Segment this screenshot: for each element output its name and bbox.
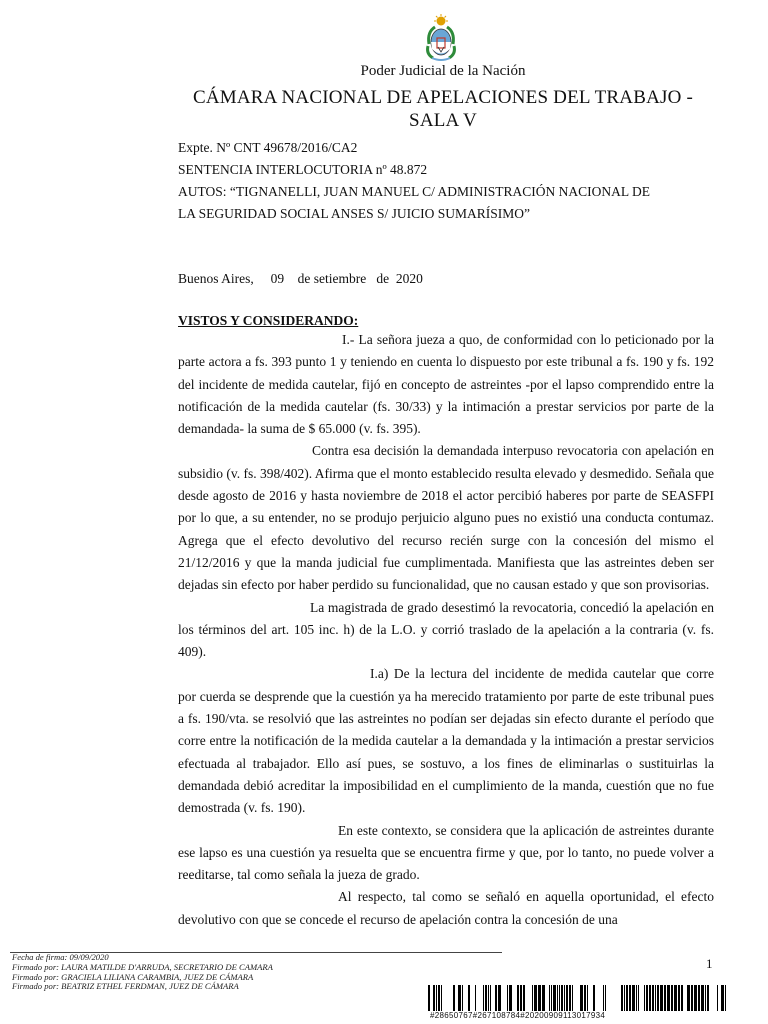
barcode-bar: [580, 985, 583, 1011]
paragraph-4: I.a) De la lectura del incidente de medida cautelar que corre por cuerda se desprende que la cuestión ya ha merecido tratamiento por parte de este tribunal pues a fs. 190/vta. se resolvió que las astreintes no podían ser dejadas sin efecto durante el período que corre entre la notificación de la medida cautelar a la demandada y la intimación a prestar servicios efectuada al trabajador. Ello así pues, se sostuvo, a los fines de eliminarlas o sustituirlas la demandada debió acreditar la imposibilidad en el cumplimiento de la manda, cuestión que no fue demostrada (v. fs. 190).: [178, 666, 714, 816]
barcode-bar: [621, 985, 623, 1011]
barcode-bar: [542, 985, 545, 1011]
barcode-bar: [694, 985, 697, 1011]
court-name: [0, 86, 768, 132]
barcode-bar: [462, 985, 463, 1011]
barcode-bar: [483, 985, 484, 1011]
signature-block: [12, 953, 273, 992]
barcode-bar: [509, 985, 512, 1011]
barcode-bar: [498, 985, 501, 1011]
barcode-bar: [433, 985, 435, 1011]
case-meta: [178, 137, 718, 225]
barcode-bar: [559, 985, 560, 1011]
barcode-bar: [538, 985, 541, 1011]
barcode-bar: [532, 985, 533, 1011]
barcode-bar: [603, 985, 604, 1011]
barcode-icon: [428, 985, 728, 1011]
barcode-bar: [664, 985, 666, 1011]
barcode-bar: [520, 985, 522, 1011]
barcode-bar: [605, 985, 606, 1011]
court-name-line2: SALA V: [409, 110, 477, 131]
barcode-bar: [488, 985, 489, 1011]
barcode-bar: [584, 985, 586, 1011]
document-body: [178, 329, 714, 931]
barcode-bar: [495, 985, 497, 1011]
barcode-bar: [674, 985, 677, 1011]
barcode-bar: [572, 985, 573, 1011]
signature-3: Firmado por: BEATRIZ ETHEL FERDMAN, JUEZ DE CÁMARA: [12, 981, 239, 992]
autos-line1: AUTOS: “TIGNANELLI, JUAN MANUEL C/ ADMINISTRACIÓN NACIONAL DE: [178, 184, 650, 199]
barcode-bar: [681, 985, 683, 1011]
autos-line2: LA SEGURIDAD SOCIAL ANSES S/ JUICIO SUMARÍSIMO”: [178, 206, 531, 221]
barcode-bar: [644, 985, 645, 1011]
paragraph-3: La magistrada de grado desestimó la revocatoria, concedió la apelación en los términos del art. 105 inc. h) de la L.O. y corrió traslado de la apelación a la contraria (v. fs. 409).: [178, 599, 714, 660]
barcode-bar: [485, 985, 487, 1011]
barcode-bar: [428, 985, 430, 1011]
barcode-bar: [557, 985, 558, 1011]
barcode-bar: [657, 985, 659, 1011]
barcode-bar: [566, 985, 568, 1011]
barcode-bar: [549, 985, 550, 1011]
barcode-bar: [667, 985, 670, 1011]
barcode-bar: [569, 985, 571, 1011]
paragraph-1: I.- La señora jueza a quo, de conformidad con lo peticionado por la parte actora a fs. 393 punto 1 y teniendo en cuenta lo dispuesto por este tribunal a fs. 190 y fs. 192 del incidente de medida cautelar, fijó en concepto de astreintes -por el lapso comprendido entre la notificación de la medida cautelar (fs. 30/33) y la intimación a prestar servicios por parte de la demandada- la suma de $ 65.000 (v. fs. 395).: [178, 332, 714, 437]
barcode-bar: [687, 985, 690, 1011]
barcode-bar: [705, 985, 706, 1011]
barcode-bar: [629, 985, 631, 1011]
barcode-text: #28650767#267108784#20200909113017934: [430, 1011, 606, 1020]
signature-2: Firmado por: GRACIELA LILIANA CARAMBIA, JUEZ DE CÁMARA: [12, 971, 254, 982]
institution-name: Poder Judicial de la Nación: [360, 63, 526, 79]
barcode-bar: [691, 985, 693, 1011]
signature-date: Fecha de firma: 09/09/2020: [12, 952, 109, 962]
barcode-bar: [564, 985, 565, 1011]
barcode-bar: [655, 985, 656, 1011]
paragraph-6: Al respecto, tal como se señaló en aquella oportunidad, el efecto devolutivo con que se concede el recurso de apelación contra la concesión de una: [178, 889, 714, 927]
barcode-bar: [717, 985, 718, 1011]
barcode-bar: [475, 985, 476, 1011]
barcode-bar: [593, 985, 595, 1011]
barcode-bar: [490, 985, 491, 1011]
barcode-bar: [507, 985, 508, 1011]
barcode-bar: [698, 985, 700, 1011]
barcode-bar: [649, 985, 651, 1011]
court-name-line1: CÁMARA NACIONAL DE APELACIONES DEL TRABAJO -: [193, 87, 693, 108]
barcode-bar: [652, 985, 654, 1011]
barcode-bar: [523, 985, 525, 1011]
case-number: Expte. Nº CNT 49678/2016/CA2: [178, 140, 358, 155]
barcode-bar: [701, 985, 704, 1011]
barcode-bar: [458, 985, 461, 1011]
barcode-bar: [441, 985, 442, 1011]
paragraph-5: En este contexto, se considera que la aplicación de astreintes durante ese lapso es una cuestión ya resuelta que se encuentra firme y que, por lo tanto, no puede volver a reeditarse, tal como señala la jueza de grado.: [178, 822, 714, 883]
barcode-bar: [553, 985, 556, 1011]
barcode-bar: [632, 985, 635, 1011]
barcode-bar: [707, 985, 709, 1011]
date-line: Buenos Aires, 09 de setiembre de 2020: [178, 271, 423, 286]
coat-of-arms-icon: [423, 14, 459, 62]
section-title: VISTOS Y CONSIDERANDO:: [178, 313, 359, 328]
barcode-bar: [561, 985, 563, 1011]
barcode-bar: [534, 985, 537, 1011]
barcode-bar: [671, 985, 673, 1011]
paragraph-2: Contra esa decisión la demandada interpuso revocatoria con apelación en subsidio (v. fs. 398/402). Afirma que el monto establecido resulta elevado y desmedido. Señala que desde agosto de 2016 y hasta noviembre de 2018 el actor percibió haberes por parte de SEASFPI por lo que, a su entender, no se produjo perjuicio alguno pues no existió una conducta contumaz. Agrega que el efecto devolutivo del recurso recién surge con la concesión del mismo el 21/12/2016 y que la manda judicial fue cumplimentada. Manifiesta que las astreintes deben ser dejadas sin efecto por haber perdido su funcionalidad, que no causan estado y que son provisorias.: [178, 443, 714, 593]
signature-1: Firmado por: LAURA MATILDE D'ARRUDA, SECRETARIO DE CAMARA: [12, 961, 273, 972]
barcode-bar: [646, 985, 648, 1011]
barcode-bar: [587, 985, 588, 1011]
barcode-bar: [453, 985, 455, 1011]
barcode-bar: [636, 985, 637, 1011]
barcode-bar: [626, 985, 628, 1011]
sentence-number: SENTENCIA INTERLOCUTORIA nº 48.872: [178, 162, 428, 177]
barcode-bar: [551, 985, 552, 1011]
barcode-bar: [721, 985, 724, 1011]
barcode-bar: [678, 985, 680, 1011]
barcode-bar: [725, 985, 726, 1011]
barcode-bar: [468, 985, 470, 1011]
page-number: 1: [706, 956, 713, 971]
barcode-bar: [624, 985, 625, 1011]
barcode-bar: [436, 985, 437, 1011]
barcode-bar: [438, 985, 440, 1011]
barcode-bar: [517, 985, 519, 1011]
barcode-bar: [660, 985, 663, 1011]
barcode-bar: [638, 985, 639, 1011]
